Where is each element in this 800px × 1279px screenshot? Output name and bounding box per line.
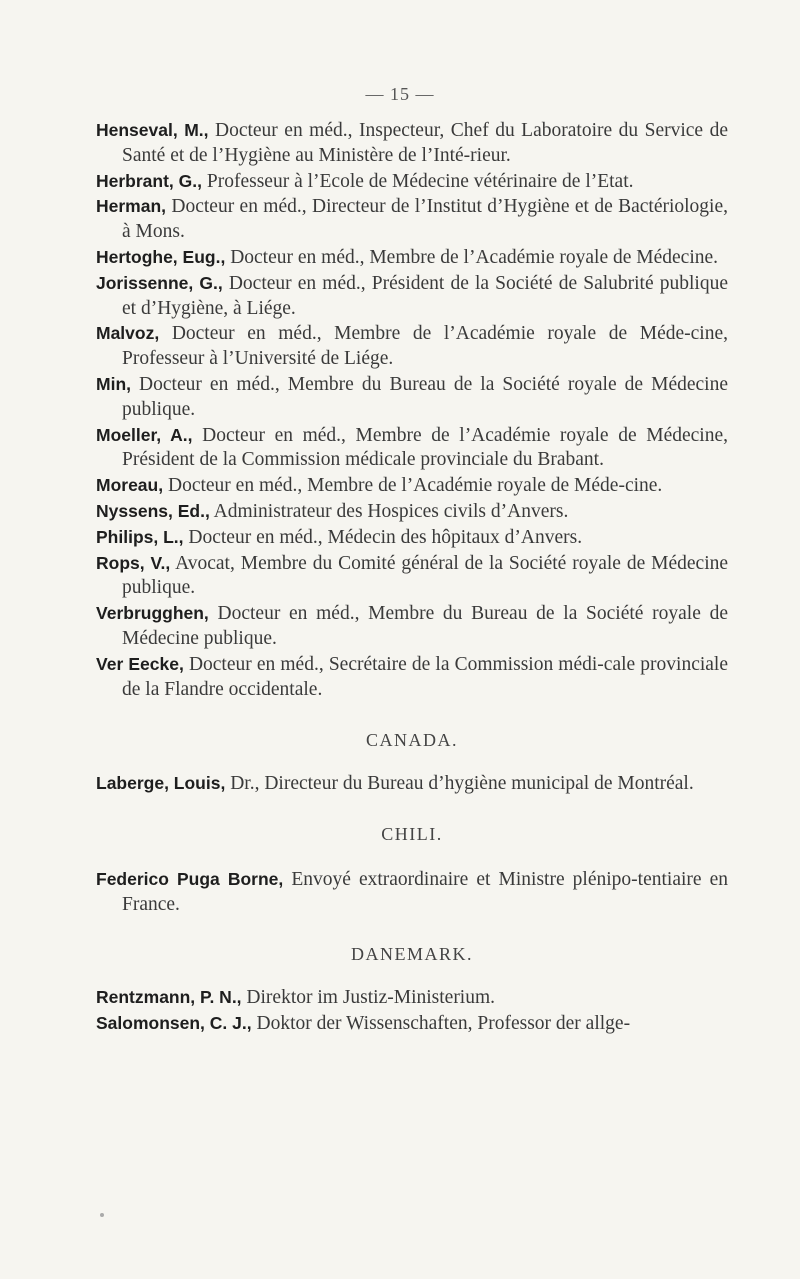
entry-name: Jorissenne, G., (96, 272, 223, 293)
section-heading-canada: CANADA. (365, 730, 458, 751)
entry-name: Rops, V., (96, 552, 171, 573)
entry-text: Docteur en méd., Membre de l’Académie royale de Méde-cine. (163, 475, 663, 497)
entry-name: Herman, (96, 196, 167, 217)
list-entry (96, 473, 728, 499)
list-entry (96, 771, 728, 797)
entry-text: Doktor der Wissenschaften, Professor der allge- (251, 1012, 631, 1034)
entry-name: Verbrugghen, (96, 603, 209, 624)
list-entry (96, 423, 728, 474)
entry-text: Administrateur des Hospices civils d’Anvers. (209, 500, 569, 522)
entry-text: Docteur en méd., Membre du Bureau de la Société royale de Médecine publique. (122, 373, 728, 420)
list-entry (96, 372, 728, 423)
entry-text: Docteur en méd., Médecin des hôpitaux d’Anvers. (183, 526, 583, 548)
entry-text: Direktor im Justiz-Ministerium. (241, 987, 496, 1009)
entry-name: Henseval, M., (96, 120, 209, 140)
member-list (96, 118, 728, 1037)
entry-text: Docteur en méd., Président de la Société de Salubrité publique et d’Hygiène, à Liége. (122, 272, 728, 319)
list-entry (96, 169, 728, 195)
entry-name: Hertoghe, Eug., (96, 246, 226, 267)
entry-name: Philips, L., (96, 526, 184, 547)
list-entry (96, 499, 728, 525)
entry-text: Dr., Directeur du Bureau d’hygiène municipal de Montréal. (225, 773, 694, 795)
entry-name: Malvoz, (96, 323, 160, 344)
entry-name: Salomonsen, C. J., (96, 1012, 252, 1033)
page-number: — 15 — (365, 84, 435, 104)
paper-speck (100, 1213, 104, 1217)
entry-text: Docteur en méd., Secrétaire de la Commission médi-cale provinciale de la Flandre occidentale. (122, 653, 729, 700)
list-entry (96, 601, 728, 652)
entry-name: Min, (96, 373, 131, 394)
entry-name: Nyssens, Ed., (96, 500, 210, 521)
entry-name: Herbrant, G., (96, 170, 202, 191)
section-heading-chili: CHILI. (381, 823, 443, 844)
list-entry (96, 271, 728, 322)
list-entry (96, 245, 728, 271)
entry-name: Federico Puga Borne, (96, 868, 284, 889)
list-entry (96, 867, 728, 918)
entry-text: Docteur en méd., Membre de l’Académie royale de Méde-cine, Professeur à l’Université de Liége. (122, 323, 728, 370)
list-entry (96, 118, 728, 169)
entry-text: Avocat, Membre du Comité général de la Société royale de Médecine publique. (122, 552, 729, 599)
entry-text: Docteur en méd., Membre de l’Académie royale de Médecine. (225, 246, 719, 268)
entry-text: Envoyé extraordinaire et Ministre plénipo-tentiaire en France. (122, 868, 729, 915)
entry-text: Docteur en méd., Directeur de l’Institut d’Hygiène et de Bactériologie, à Mons. (122, 196, 728, 243)
list-entry (96, 194, 728, 245)
list-entry (96, 652, 728, 703)
entry-name: Rentzmann, P. N., (96, 987, 242, 1008)
entry-text: Professeur à l’Ecole de Médecine vétérinaire de l’Etat. (202, 170, 634, 192)
list-entry (96, 985, 728, 1011)
list-entry (96, 551, 728, 602)
list-entry (96, 525, 728, 551)
entry-text: Docteur en méd., Inspecteur, Chef du Laboratoire du Service de Santé et de l’Hygiène au Ministère de l’Inté-rieur. (122, 120, 728, 166)
entry-name: Laberge, Louis, (96, 773, 226, 794)
entry-text: Docteur en méd., Membre du Bureau de la Société royale de Médecine publique. (122, 603, 728, 649)
entry-name: Ver Eecke, (96, 653, 184, 674)
entry-name: Moeller, A., (96, 424, 193, 445)
entry-name: Moreau, (96, 475, 164, 496)
section-heading-danemark: DANEMARK. (350, 944, 473, 965)
list-entry (96, 321, 728, 372)
entry-text: Docteur en méd., Membre de l’Académie royale de Médecine, Président de la Commission médicale provinciale du Brabant. (122, 424, 728, 471)
list-entry (96, 1011, 728, 1037)
